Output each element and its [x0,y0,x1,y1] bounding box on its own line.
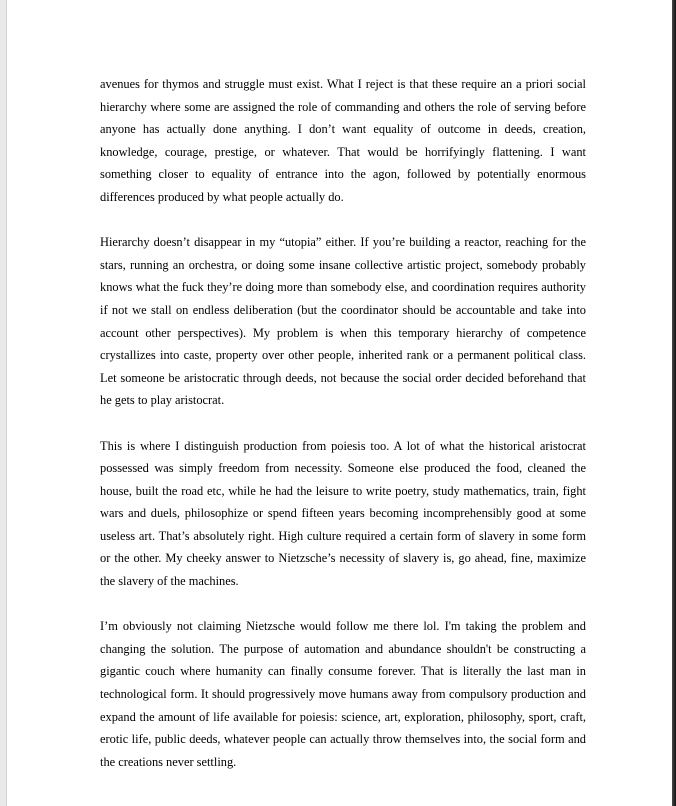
paragraph: avenues for thymos and struggle must exist. What I reject is that these require an a priori social hierarchy where some are assigned the role of commanding and others the role of serving before anyone has actually done anything. I don’t want equality of outcome in deeds, creation, knowledge, courage, prestige, or whatever. That would be horrifyingly flattening. I want something closer to equality of entrance into the agon, followed by potentially enormous differences produced by what people actually do. [100,77,586,204]
page-text-body [100,73,586,796]
viewer-gutter [0,0,7,806]
viewer-edge [672,0,676,806]
document-page [7,0,672,806]
paragraph: Hierarchy doesn’t disappear in my “utopia” either. If you’re building a reactor, reaching for the stars, running an orchestra, or doing some insane collective artistic project, somebody probably knows what the fuck they’re doing more than somebody else, and coordination requires authority if not we stall on endless deliberation (but the coordinator should be accountable and take into account other perspectives). My problem is when this temporary hierarchy of competence crystallizes into caste, property over other people, inherited rank or a permanent political class. Let someone be aristocratic through deeds, not because the social order decided beforehand that he gets to play aristocrat. [100,235,586,408]
paragraph: This is where I distinguish production from poiesis too. A lot of what the historical aristocrat possessed was simply freedom from necessity. Someone else produced the food, cleaned the house, built the road etc, while he had the leisure to write poetry, study mathematics, train, fight wars and duels, philosophize or spend fifteen years becoming incomprehensibly good at some useless art. That’s absolutely right. High culture required a certain form of slavery in some form or the other. My cheeky answer to Nietzsche’s necessity of slavery is, go ahead, fine, maximize the slavery of the machines. [100,438,586,589]
paragraph: I’m obviously not claiming Nietzsche would follow me there lol. I'm taking the problem and changing the solution. The purpose of automation and abundance shouldn't be constructing a gigantic couch where humanity can finally consume forever. That is literally the last man in technological form. It should progressively move humans away from compulsory production and expand the amount of life available for poiesis: science, art, exploration, philosophy, sport, craft, erotic life, public deeds, whatever people can actually throw themselves into, the social form and the creations never settling. [100,619,586,769]
